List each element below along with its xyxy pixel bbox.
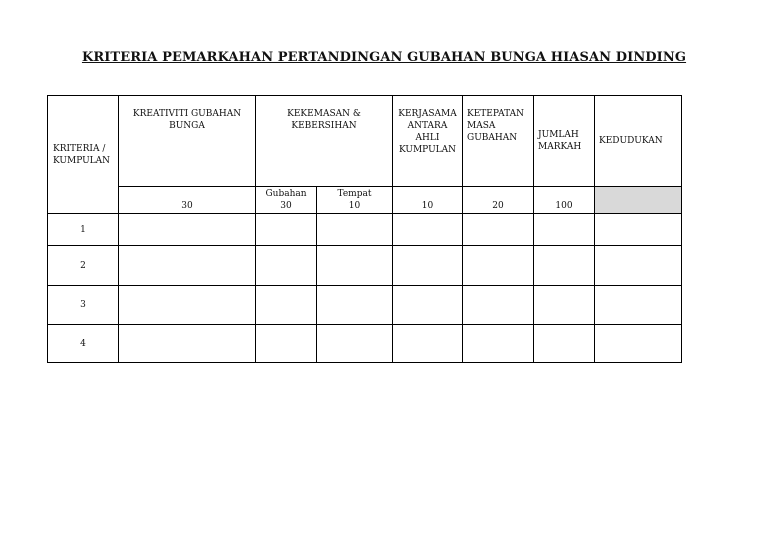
table-row <box>48 214 682 246</box>
score-cell[interactable] <box>119 214 256 246</box>
score-cell[interactable] <box>317 325 393 363</box>
page-title: KRITERIA PEMARKAHAN PERTANDINGAN GUBAHAN BUNGA HIASAN DINDING <box>81 50 687 65</box>
header-kerjasama-line1: KERJASAMA <box>398 109 457 119</box>
row-number: 4 <box>48 325 119 363</box>
row-number: 3 <box>48 286 119 325</box>
header-jumlah-line2: MARKAH <box>538 142 582 152</box>
score-cell[interactable] <box>393 286 463 325</box>
header-kriteria-line2: KUMPULAN <box>53 155 111 166</box>
header-kreativiti <box>119 96 256 187</box>
row-number: 1 <box>48 214 119 246</box>
header-kekemasan-line2: KEBERSIHAN <box>291 121 357 131</box>
header-kekemasan <box>256 96 393 187</box>
score-cell[interactable] <box>256 325 317 363</box>
header-kerjasama-line2: ANTARA <box>407 121 448 131</box>
header-kriteria-kumpulan <box>48 96 119 214</box>
header-ketepatan-line2: MASA <box>467 121 496 131</box>
score-cell[interactable] <box>393 325 463 363</box>
subheader-tempat <box>317 187 393 214</box>
header-ketepatan-line1: KETEPATAN <box>467 109 524 119</box>
score-cell[interactable] <box>317 246 393 286</box>
score-cell[interactable] <box>393 246 463 286</box>
marks-kedudukan-shaded <box>595 187 682 214</box>
subheader-gubahan <box>256 187 317 214</box>
score-cell[interactable] <box>317 214 393 246</box>
score-cell[interactable] <box>534 325 595 363</box>
table-row <box>48 246 682 286</box>
marks-ketepatan: 20 <box>463 187 534 214</box>
score-cell[interactable] <box>534 286 595 325</box>
header-kreativiti-line2: BUNGA <box>169 121 205 131</box>
header-kriteria-line1: KRITERIA / <box>53 143 106 154</box>
score-cell[interactable] <box>534 214 595 246</box>
table-row <box>48 325 682 363</box>
score-cell[interactable] <box>534 246 595 286</box>
score-cell[interactable] <box>317 286 393 325</box>
score-cell[interactable] <box>463 246 534 286</box>
score-cell[interactable] <box>595 325 682 363</box>
header-kerjasama-line3: AHLI <box>415 133 440 143</box>
header-kerjasama-line4: KUMPULAN <box>398 145 457 155</box>
marks-gubahan: 30 <box>280 201 292 211</box>
marks-kreativiti: 30 <box>119 187 256 214</box>
score-cell[interactable] <box>393 214 463 246</box>
header-jumlah-line1: JUMLAH <box>538 130 579 140</box>
score-cell[interactable] <box>463 286 534 325</box>
score-cell[interactable] <box>256 286 317 325</box>
header-ketepatan <box>463 96 534 187</box>
subheader-tempat-label: Tempat <box>337 189 372 199</box>
header-jumlah-markah <box>534 96 595 187</box>
score-cell[interactable] <box>595 214 682 246</box>
table-row <box>48 286 682 325</box>
header-kerjasama <box>393 96 463 187</box>
score-cell[interactable] <box>119 246 256 286</box>
score-cell[interactable] <box>119 286 256 325</box>
marks-jumlah: 100 <box>534 187 595 214</box>
header-kreativiti-line1: KREATIVITI GUBAHAN <box>132 109 242 119</box>
scoring-table <box>47 95 682 363</box>
marks-kerjasama: 10 <box>393 187 463 214</box>
score-cell[interactable] <box>256 246 317 286</box>
header-kekemasan-line1: KEKEMASAN & <box>287 109 361 119</box>
score-cell[interactable] <box>256 214 317 246</box>
header-ketepatan-line3: GUBAHAN <box>467 133 518 143</box>
score-cell[interactable] <box>463 214 534 246</box>
score-cell[interactable] <box>463 325 534 363</box>
score-cell[interactable] <box>595 246 682 286</box>
header-kedudukan: KEDUDUKAN <box>595 96 682 187</box>
score-cell[interactable] <box>119 325 256 363</box>
marks-tempat: 10 <box>348 201 361 211</box>
score-cell[interactable] <box>595 286 682 325</box>
row-number: 2 <box>48 246 119 286</box>
subheader-gubahan-label: Gubahan <box>265 189 307 199</box>
